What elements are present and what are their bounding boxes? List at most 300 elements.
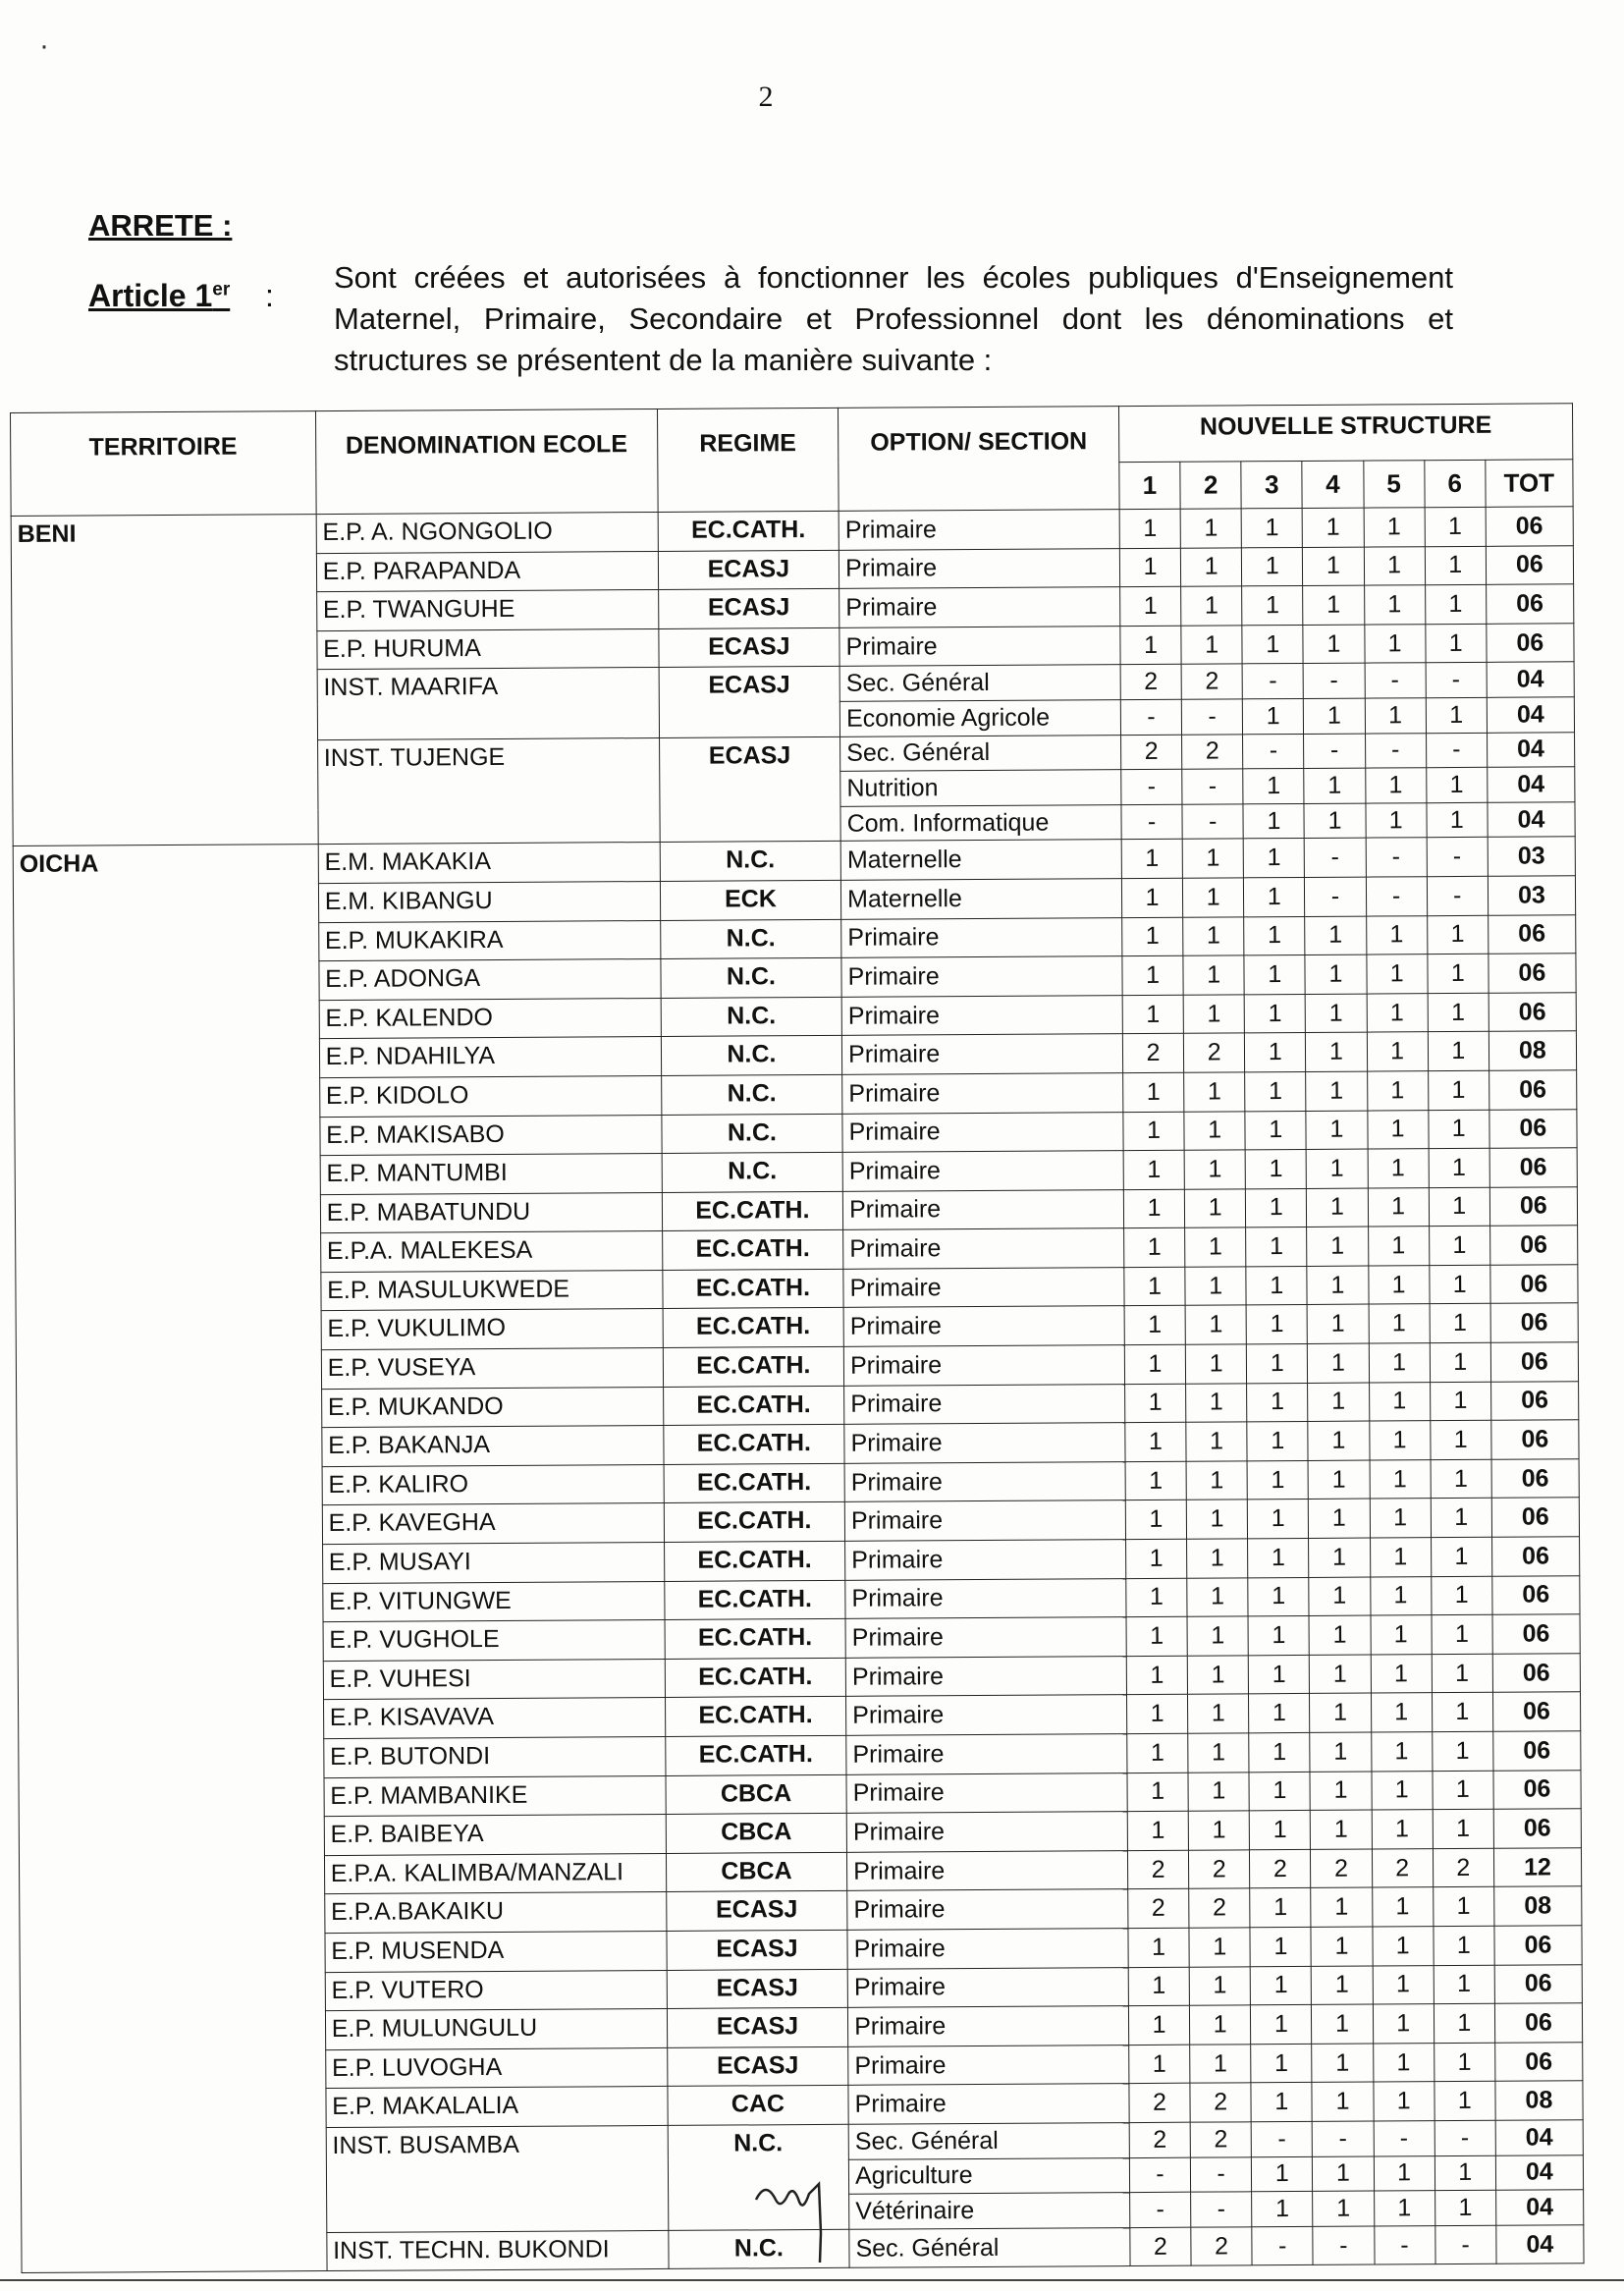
page-number: 2 <box>758 81 774 113</box>
level-1-cell: 1 <box>1120 626 1181 665</box>
level-4-cell: 1 <box>1306 1032 1367 1071</box>
level-3-cell: 1 <box>1248 1577 1309 1616</box>
level-1-cell: 1 <box>1127 1733 1188 1773</box>
level-3-cell: 1 <box>1246 1227 1307 1267</box>
total-cell: 03 <box>1488 837 1575 876</box>
school-name: E.P.A.BAKAIKU <box>324 1892 666 1934</box>
school-regime: ECASJ <box>667 2007 848 2047</box>
level-1-cell: 2 <box>1120 665 1181 700</box>
level-3-cell: 1 <box>1250 1966 1311 2005</box>
level-2-cell: 1 <box>1184 1111 1245 1150</box>
school-regime: N.C. <box>669 2229 850 2269</box>
school-regime: ECASJ <box>667 1930 848 1970</box>
level-6-cell: 1 <box>1435 2082 1495 2121</box>
level-6-cell: 1 <box>1428 993 1489 1032</box>
level-2-cell: 2 <box>1189 1888 1250 1928</box>
level-2-cell: 1 <box>1187 1656 1248 1695</box>
total-cell: 06 <box>1489 1186 1577 1226</box>
level-2-cell: 1 <box>1180 547 1241 586</box>
total-cell: 04 <box>1488 802 1575 838</box>
article-label-sup: er <box>212 279 231 300</box>
level-4-cell: 1 <box>1311 1927 1372 1966</box>
school-regime: EC.CATH. <box>665 1697 846 1737</box>
option-section: Primaire <box>847 1929 1128 1969</box>
level-1-cell: 1 <box>1126 1616 1187 1656</box>
level-5-cell: 1 <box>1371 1654 1432 1693</box>
level-3-cell: 1 <box>1243 803 1304 839</box>
level-6-cell: 1 <box>1434 2003 1494 2043</box>
territory-cell: OICHA <box>13 845 327 2273</box>
option-section: Primaire <box>841 1034 1122 1074</box>
school-regime: EC.CATH. <box>663 1308 844 1348</box>
level-1-cell: 1 <box>1124 1344 1185 1384</box>
option-section: Primaire <box>846 1812 1127 1852</box>
level-6-cell: 1 <box>1425 624 1486 663</box>
school-name: E.P. MULUNGULU <box>325 2009 667 2050</box>
school-regime: EC.CATH. <box>664 1502 845 1543</box>
school-name: E.P. VITUNGWE <box>323 1581 665 1622</box>
level-2-cell: 1 <box>1181 626 1242 665</box>
level-4-cell: 1 <box>1308 1421 1369 1460</box>
level-4-cell: 1 <box>1312 1966 1373 2005</box>
total-cell: 04 <box>1487 732 1574 767</box>
level-5-cell: 1 <box>1369 1304 1430 1343</box>
level-3-cell: 1 <box>1248 1655 1309 1694</box>
school-name: E.P. MAMBANIKE <box>324 1775 666 1817</box>
level-1-cell: - <box>1121 769 1182 804</box>
total-cell: 06 <box>1486 545 1573 584</box>
level-4-cell: 1 <box>1308 1460 1369 1500</box>
option-section: Primaire <box>842 1151 1123 1191</box>
level-1-cell: 2 <box>1127 1850 1188 1889</box>
level-6-cell: 1 <box>1426 697 1487 733</box>
level-4-cell: 1 <box>1310 1693 1371 1732</box>
level-2-cell: 2 <box>1191 2227 1252 2266</box>
level-3-cell: 1 <box>1245 1111 1306 1150</box>
level-4-cell: 1 <box>1313 2191 1374 2226</box>
header-col-6: 6 <box>1424 460 1485 508</box>
level-5-cell: 1 <box>1364 546 1425 585</box>
level-6-cell: 1 <box>1429 1187 1489 1227</box>
level-1-cell: 1 <box>1122 917 1183 956</box>
level-2-cell: 1 <box>1190 2005 1251 2045</box>
option-section: Primaire <box>842 1072 1123 1113</box>
level-6-cell: 1 <box>1427 915 1488 955</box>
level-4-cell: 1 <box>1312 2044 1373 2083</box>
level-6-cell: 1 <box>1431 1499 1491 1538</box>
level-5-cell: 1 <box>1364 624 1425 663</box>
level-5-cell: - <box>1366 877 1427 916</box>
level-3-cell: 1 <box>1245 1033 1306 1072</box>
level-5-cell: 2 <box>1372 1848 1433 1887</box>
total-cell: 08 <box>1489 1031 1576 1070</box>
school-regime: ECK <box>660 880 841 920</box>
level-6-cell: 1 <box>1428 954 1489 993</box>
total-cell: 06 <box>1489 954 1576 993</box>
option-section: Primaire <box>847 1967 1128 2007</box>
level-2-cell: 2 <box>1183 1033 1244 1072</box>
school-regime: N.C. <box>661 1036 842 1076</box>
level-4-cell: 1 <box>1305 916 1366 955</box>
level-4-cell: 1 <box>1310 1772 1371 1811</box>
school-name: E.P. MANTUMBI <box>320 1154 662 1195</box>
option-section: Primaire <box>839 587 1120 627</box>
level-4-cell: 1 <box>1303 625 1364 664</box>
level-6-cell: - <box>1435 2120 1495 2155</box>
level-6-cell: 1 <box>1428 1070 1489 1110</box>
school-name: E.M. KIBANGU <box>318 881 660 922</box>
level-2-cell: 2 <box>1182 734 1243 769</box>
total-cell: 04 <box>1488 767 1575 802</box>
level-1-cell: 1 <box>1125 1384 1186 1423</box>
level-4-cell: 1 <box>1303 547 1364 586</box>
level-5-cell: 1 <box>1366 955 1427 994</box>
page-bottom-line <box>0 2279 1624 2281</box>
total-cell: 06 <box>1489 992 1576 1031</box>
header-col-4: 4 <box>1302 461 1363 509</box>
level-6-cell: 1 <box>1432 1654 1492 1693</box>
level-4-cell: 1 <box>1310 1732 1371 1772</box>
total-cell: 04 <box>1487 662 1574 697</box>
school-name: E.P. VUKULIMO <box>321 1309 663 1350</box>
total-cell: 03 <box>1488 876 1575 915</box>
level-2-cell: 1 <box>1183 878 1244 917</box>
option-section: Vétérinaire <box>849 2193 1130 2229</box>
school-name: E.P. ADONGA <box>319 959 661 1001</box>
level-5-cell: 1 <box>1367 993 1428 1032</box>
school-regime: EC.CATH. <box>665 1580 846 1620</box>
level-2-cell: 1 <box>1189 1966 1250 2005</box>
level-6-cell: 1 <box>1430 1421 1490 1460</box>
option-section: Primaire <box>844 1423 1125 1463</box>
level-3-cell: 1 <box>1244 994 1305 1033</box>
level-2-cell: 1 <box>1185 1344 1246 1384</box>
school-regime: EC.CATH. <box>663 1386 844 1426</box>
level-1-cell: 1 <box>1125 1539 1186 1578</box>
level-3-cell: 1 <box>1250 1927 1311 1966</box>
level-1-cell: 1 <box>1126 1695 1187 1734</box>
option-section: Nutrition <box>840 770 1121 806</box>
option-section: Primaire <box>841 917 1122 957</box>
level-2-cell: 1 <box>1187 1577 1248 1616</box>
school-name: INST. MAARIFA <box>317 668 659 739</box>
option-section: Primaire <box>848 2006 1129 2046</box>
level-1-cell: 1 <box>1124 1227 1185 1267</box>
total-cell: 04 <box>1487 697 1574 733</box>
level-2-cell: 1 <box>1183 916 1244 955</box>
school-regime: EC.CATH. <box>664 1463 845 1503</box>
level-6-cell: 1 <box>1435 2155 1495 2191</box>
level-3-cell: 1 <box>1243 698 1304 734</box>
level-3-cell: 1 <box>1248 1616 1309 1656</box>
level-5-cell: 1 <box>1370 1499 1431 1538</box>
level-4-cell: 1 <box>1311 1887 1372 1927</box>
level-3-cell: 1 <box>1251 2005 1312 2045</box>
level-2-cell: 1 <box>1188 1694 1249 1733</box>
level-5-cell: 1 <box>1371 1693 1432 1732</box>
total-cell: 06 <box>1486 584 1573 624</box>
level-6-cell: 1 <box>1429 1227 1489 1266</box>
school-name: E.P. KAVEGHA <box>322 1503 664 1545</box>
level-4-cell: - <box>1313 2226 1374 2265</box>
total-cell: 06 <box>1494 2042 1582 2081</box>
level-6-cell: 1 <box>1430 1304 1490 1343</box>
level-4-cell: - <box>1303 663 1364 698</box>
school-regime: N.C. <box>661 957 842 998</box>
school-regime: ECASJ <box>666 1891 847 1932</box>
level-6-cell: 1 <box>1430 1342 1490 1382</box>
school-name: E.M. MAKAKIA <box>318 843 660 884</box>
level-3-cell: 1 <box>1250 1888 1311 1928</box>
school-name: E.P. VUHESI <box>323 1659 665 1700</box>
total-cell: 06 <box>1494 1964 1582 2003</box>
level-2-cell: 2 <box>1181 664 1242 699</box>
level-6-cell: 1 <box>1433 1809 1493 1848</box>
option-section: Primaire <box>844 1461 1125 1501</box>
level-6-cell: 1 <box>1433 1771 1493 1810</box>
total-cell: 06 <box>1491 1498 1579 1537</box>
option-section: Primaire <box>845 1540 1126 1580</box>
level-6-cell: 1 <box>1435 2190 1495 2225</box>
scan-mark: · <box>39 29 49 62</box>
level-4-cell: 1 <box>1308 1383 1369 1422</box>
level-6-cell: 1 <box>1431 1537 1491 1576</box>
level-1-cell: 1 <box>1125 1422 1186 1461</box>
level-6-cell: 1 <box>1428 1032 1489 1071</box>
total-cell: 06 <box>1492 1654 1580 1693</box>
level-2-cell: - <box>1182 769 1243 804</box>
total-cell: 06 <box>1488 914 1575 954</box>
option-section: Primaire <box>841 995 1122 1035</box>
level-3-cell: 1 <box>1252 2156 1313 2192</box>
table-header-row <box>11 404 1573 468</box>
level-2-cell: 1 <box>1188 1811 1249 1850</box>
level-3-cell: 1 <box>1242 625 1303 664</box>
level-2-cell: 1 <box>1186 1383 1247 1422</box>
level-4-cell: - <box>1305 877 1366 916</box>
level-4-cell: 1 <box>1306 994 1367 1033</box>
level-2-cell: 1 <box>1188 1772 1249 1811</box>
level-4-cell: 1 <box>1307 1188 1368 1227</box>
school-regime: EC.CATH. <box>663 1269 844 1309</box>
level-1-cell: - <box>1130 2192 1191 2227</box>
article-text: Sont créées et autorisées à fonctionner les écoles publiques d'Enseignement Maternel, Primaire, Secondaire et Professionnel dont les dénominations et structures se présentent de la manière suivante : <box>334 260 1453 377</box>
level-5-cell: 1 <box>1365 698 1426 734</box>
level-4-cell: 1 <box>1308 1343 1369 1383</box>
school-regime: ECASJ <box>667 1969 848 2009</box>
header-col-1: 1 <box>1119 462 1180 510</box>
level-5-cell: 1 <box>1365 802 1426 838</box>
school-name: E.P. BAKANJA <box>322 1426 664 1467</box>
level-3-cell: 1 <box>1244 877 1305 916</box>
level-4-cell: 1 <box>1305 955 1366 994</box>
level-6-cell: 1 <box>1430 1382 1490 1421</box>
option-section: Economie Agricole <box>839 700 1120 736</box>
school-name: E.P. MAKISABO <box>320 1115 662 1156</box>
level-5-cell: 1 <box>1369 1382 1430 1421</box>
level-3-cell: 1 <box>1251 2083 1312 2122</box>
header-col-2: 2 <box>1180 461 1241 509</box>
level-1-cell: - <box>1121 804 1182 840</box>
school-name: E.P. PARAPANDA <box>316 551 658 592</box>
option-section: Maternelle <box>840 840 1121 880</box>
level-1-cell: 2 <box>1129 2084 1190 2123</box>
level-2-cell: 2 <box>1190 2083 1251 2122</box>
total-cell: 08 <box>1493 1886 1581 1926</box>
school-name: E.P. VUTERO <box>325 1970 667 2011</box>
level-3-cell: 1 <box>1245 1071 1306 1111</box>
total-cell: 06 <box>1490 1303 1578 1342</box>
header-col-3: 3 <box>1241 461 1302 509</box>
level-4-cell: - <box>1313 2121 1374 2156</box>
level-2-cell: 1 <box>1189 1928 1250 1967</box>
school-regime: EC.CATH. <box>664 1541 845 1581</box>
level-5-cell: 1 <box>1370 1576 1431 1615</box>
level-6-cell: 1 <box>1433 1887 1493 1927</box>
level-3-cell: - <box>1243 734 1304 769</box>
level-5-cell: 1 <box>1372 1927 1433 1966</box>
level-1-cell: 1 <box>1124 1267 1185 1306</box>
level-3-cell: 1 <box>1252 2192 1313 2227</box>
option-section: Primaire <box>847 1850 1128 1890</box>
level-1-cell: 1 <box>1119 509 1180 548</box>
level-4-cell: 1 <box>1304 698 1365 734</box>
option-section: Primaire <box>839 510 1119 550</box>
level-3-cell: 1 <box>1249 1772 1310 1811</box>
level-1-cell: 2 <box>1120 735 1181 770</box>
level-1-cell: 1 <box>1123 1150 1184 1189</box>
level-6-cell: 1 <box>1431 1576 1491 1615</box>
level-1-cell: 1 <box>1122 955 1183 995</box>
option-section: Primaire <box>846 1695 1127 1735</box>
level-5-cell: 1 <box>1371 1732 1432 1772</box>
level-4-cell: 1 <box>1306 1071 1367 1111</box>
level-4-cell: 1 <box>1309 1499 1370 1538</box>
option-section: Primaire <box>841 956 1122 997</box>
school-name: E.P. BUTONDI <box>323 1736 665 1777</box>
level-4-cell: 1 <box>1303 585 1364 625</box>
school-regime: ECASJ <box>667 2046 848 2087</box>
school-regime: N.C. <box>661 997 842 1037</box>
level-3-cell: 1 <box>1244 916 1305 955</box>
level-3-cell: 1 <box>1246 1188 1307 1227</box>
level-3-cell: 1 <box>1243 839 1304 878</box>
level-1-cell: 1 <box>1127 1773 1188 1812</box>
level-2-cell: 1 <box>1185 1305 1246 1344</box>
level-3-cell: 2 <box>1250 1849 1311 1888</box>
level-2-cell: - <box>1181 699 1242 735</box>
option-section: Primaire <box>845 1617 1126 1658</box>
level-5-cell: 1 <box>1369 1421 1430 1460</box>
total-cell: 04 <box>1495 2190 1583 2225</box>
level-6-cell: - <box>1426 733 1487 768</box>
level-3-cell: 1 <box>1249 1811 1310 1850</box>
level-1-cell: 1 <box>1127 1811 1188 1850</box>
level-5-cell: 1 <box>1368 1187 1429 1227</box>
level-5-cell: - <box>1365 733 1426 768</box>
level-4-cell: - <box>1305 838 1366 877</box>
total-cell: 06 <box>1492 1614 1580 1654</box>
school-regime: CBCA <box>666 1852 847 1892</box>
school-regime: EC.CATH. <box>663 1346 844 1387</box>
level-2-cell: 2 <box>1189 1850 1250 1889</box>
option-section: Primaire <box>845 1578 1126 1618</box>
header-option: OPTION/ SECTION <box>839 407 1119 512</box>
school-regime: EC.CATH. <box>665 1619 846 1660</box>
level-1-cell: 1 <box>1128 1967 1189 2006</box>
header-denomination: DENOMINATION ECOLE <box>315 409 658 514</box>
level-5-cell: 1 <box>1370 1538 1431 1577</box>
level-3-cell: 1 <box>1246 1305 1307 1344</box>
level-5-cell: 1 <box>1371 1615 1432 1655</box>
school-name: E.P.A. KALIMBA/MANZALI <box>324 1853 666 1894</box>
school-name: E.P. MUKANDO <box>321 1387 663 1428</box>
level-4-cell: 1 <box>1307 1266 1368 1305</box>
level-3-cell: 1 <box>1247 1460 1308 1500</box>
level-5-cell: 1 <box>1374 2191 1435 2226</box>
school-regime: ECASJ <box>659 627 840 668</box>
level-2-cell: 1 <box>1183 995 1244 1034</box>
level-4-cell: 1 <box>1312 2004 1373 2044</box>
level-6-cell: - <box>1427 838 1488 877</box>
level-4-cell: - <box>1304 734 1365 769</box>
school-name: E.P. KALENDO <box>319 998 661 1039</box>
school-name: E.P. TWANGUHE <box>316 590 658 631</box>
level-6-cell: - <box>1427 876 1488 915</box>
level-5-cell: 1 <box>1364 585 1425 625</box>
level-6-cell: 1 <box>1432 1731 1492 1771</box>
option-section: Maternelle <box>841 879 1122 919</box>
level-1-cell: - <box>1120 699 1181 735</box>
level-3-cell: 1 <box>1245 1150 1306 1189</box>
level-3-cell: 1 <box>1244 955 1305 995</box>
school-regime: N.C. <box>660 919 841 959</box>
total-cell: 06 <box>1493 1731 1581 1771</box>
school-name: E.P. MUSAYI <box>322 1542 664 1583</box>
school-regime: EC.CATH. <box>665 1735 846 1775</box>
level-6-cell: 1 <box>1429 1148 1489 1187</box>
total-cell: 06 <box>1493 1809 1581 1848</box>
level-4-cell: 1 <box>1312 2082 1373 2121</box>
option-section: Primaire <box>844 1384 1125 1424</box>
level-5-cell: 1 <box>1367 1032 1428 1071</box>
level-1-cell: 1 <box>1128 1928 1189 1967</box>
level-3-cell: 1 <box>1247 1344 1308 1384</box>
header-territoire: TERRITOIRE <box>11 411 316 517</box>
level-3-cell: 1 <box>1247 1383 1308 1422</box>
school-name: E.P. MABATUNDU <box>320 1192 662 1233</box>
level-1-cell: 1 <box>1125 1461 1186 1500</box>
total-cell: 06 <box>1490 1342 1578 1382</box>
school-regime: EC.CATH. <box>662 1191 843 1231</box>
level-6-cell: 1 <box>1432 1615 1492 1655</box>
option-section: Sec. Général <box>848 2123 1129 2159</box>
level-5-cell: 1 <box>1364 508 1425 547</box>
total-cell: 06 <box>1486 507 1573 546</box>
total-cell: 06 <box>1494 1926 1582 1965</box>
option-section: Primaire <box>843 1267 1124 1307</box>
level-2-cell: 1 <box>1184 1189 1245 1228</box>
header-regime: REGIME <box>657 408 839 512</box>
level-5-cell: 1 <box>1368 1227 1429 1266</box>
school-name: E.P. HURUMA <box>317 628 659 670</box>
total-cell: 06 <box>1491 1459 1579 1499</box>
level-6-cell: 1 <box>1429 1110 1489 1149</box>
level-4-cell: 1 <box>1309 1615 1370 1655</box>
level-3-cell: 1 <box>1248 1538 1309 1577</box>
total-cell: 06 <box>1492 1692 1580 1731</box>
level-5-cell: 1 <box>1368 1266 1429 1305</box>
